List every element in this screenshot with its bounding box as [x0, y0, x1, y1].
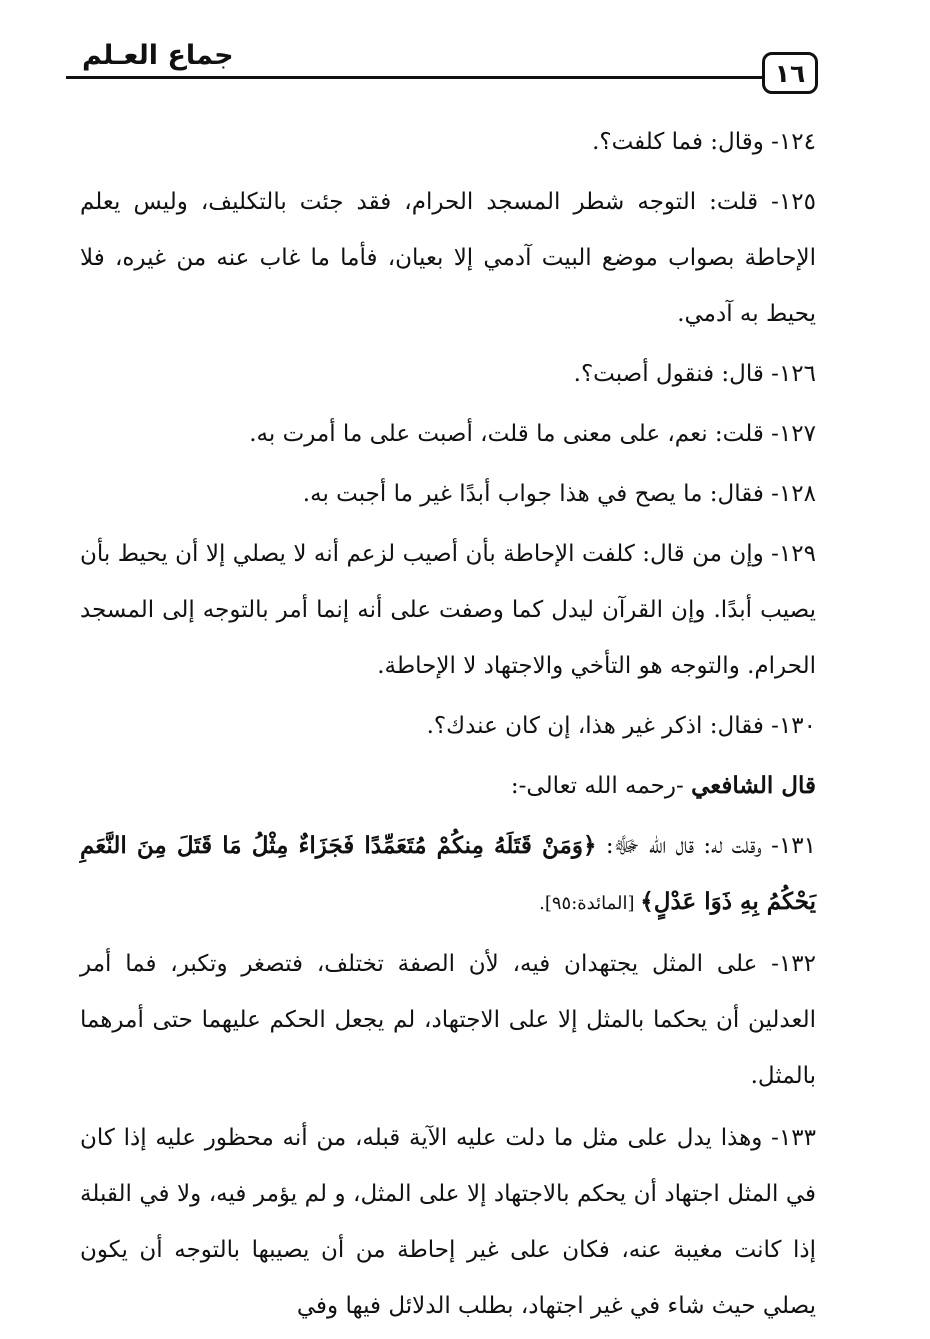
paragraph-text: - فقال: ما يصح في هذا جواب أبدًا غير ما أجبت به.	[302, 481, 779, 507]
paragraph-125	[80, 174, 816, 342]
paragraph-number: ١٣٣	[778, 1125, 816, 1151]
paragraph-126	[80, 346, 816, 402]
paragraph-number: ١٢٦	[778, 361, 816, 387]
speaker-honorific: -رحمه الله تعالى-:	[510, 773, 692, 799]
paragraph-132	[80, 936, 816, 1104]
paragraph-128	[80, 466, 816, 522]
paragraph-131	[80, 818, 816, 932]
paragraph-text: - وهذا يدل على مثل ما دلت عليه الآية قبله، من أنه محظور عليه إذا كان في المثل اجتهاد أن يحكم بالاجتهاد إلا على المثل، و لم يؤمر فيه، ولا في القبلة إذا كانت مغيبة عنه، فكان على غير إحاطة من أن يصيبها بالتوجه أن يكون يصلي حيث شاء في غير اجتهاد، بطلب الدلائل فيها وفي	[80, 1125, 816, 1319]
paragraph-number: ١٢٤	[778, 129, 816, 155]
page-body	[80, 114, 816, 1338]
quran-verse: ﴿وَمَنْ قَتَلَهُ مِنكُمْ مُتَعَمِّدًا فَجَزَاءٌ مِثْلُ مَا قَتَلَ مِنَ النَّعَمِ يَحْكُمُ بِهِ ذَوَا عَدْلٍ﴾	[80, 832, 816, 915]
page-number-badge: ١٦	[762, 52, 818, 94]
paragraph-text: - وإن من قال: كلفت الإحاطة بأن أصيب لزعم أنه لا يصلي إلا أن يحيط بأن يصيب أبدًا. وإن القرآن ليدل كما وصفت على أنه إنما أمر بالتوجه إلى المسجد الحرام. والتوجه هو التأخي والاجتهاد لا الإحاطة.	[80, 541, 816, 679]
paragraph-number: ١٢٩	[778, 541, 816, 567]
paragraph-text: - وقال: فما كلفت؟.	[592, 129, 779, 155]
paragraph-text: - قلت: التوجه شطر المسجد الحرام، فقد جئت بالتكليف، وليس يعلم الإحاطة بصواب موضع البيت آدمي إلا بعيان، فأما ما غاب عنه من غيره، فلا يحيط به آدمي.	[80, 189, 816, 327]
paragraph-127	[80, 406, 816, 462]
verse-reference: [المائدة:٩٥].	[539, 893, 641, 914]
paragraph-133	[80, 1110, 816, 1334]
header-rule	[66, 76, 770, 79]
paragraph-number: ١٣٢	[778, 951, 816, 977]
page-header	[66, 40, 818, 102]
paragraph-124	[80, 114, 816, 170]
speaker-name: قال الشافعي	[691, 772, 816, 799]
paragraph-130	[80, 698, 816, 754]
paragraph-number: ١٣١	[778, 833, 816, 859]
book-title: جماع العـلم	[82, 40, 234, 71]
paragraph-number: ١٢٥	[778, 189, 816, 215]
paragraph-text: - فقال: اذكر غير هذا، إن كان عندك؟.	[426, 713, 779, 739]
verse-intro: - وقلت له: قال الله ﷻ:	[596, 833, 779, 859]
paragraph-number: ١٣٠	[778, 713, 816, 739]
paragraph-129	[80, 526, 816, 694]
paragraph-text: - قال: فنقول أصبت؟.	[573, 361, 779, 387]
paragraph-text: - على المثل يجتهدان فيه، لأن الصفة تختلف، فتصغر وتكبر، فما أمر العدلين أن يحكما بالمثل إلا على الاجتهاد، لم يجعل الحكم عليهما حتى أمرهما بالمثل.	[80, 951, 816, 1089]
paragraph-number: ١٢٧	[778, 421, 816, 447]
section-heading	[80, 758, 816, 814]
paragraph-number: ١٢٨	[778, 481, 816, 507]
paragraph-text: - قلت: نعم، على معنى ما قلت، أصبت على ما أمرت به.	[249, 421, 779, 447]
